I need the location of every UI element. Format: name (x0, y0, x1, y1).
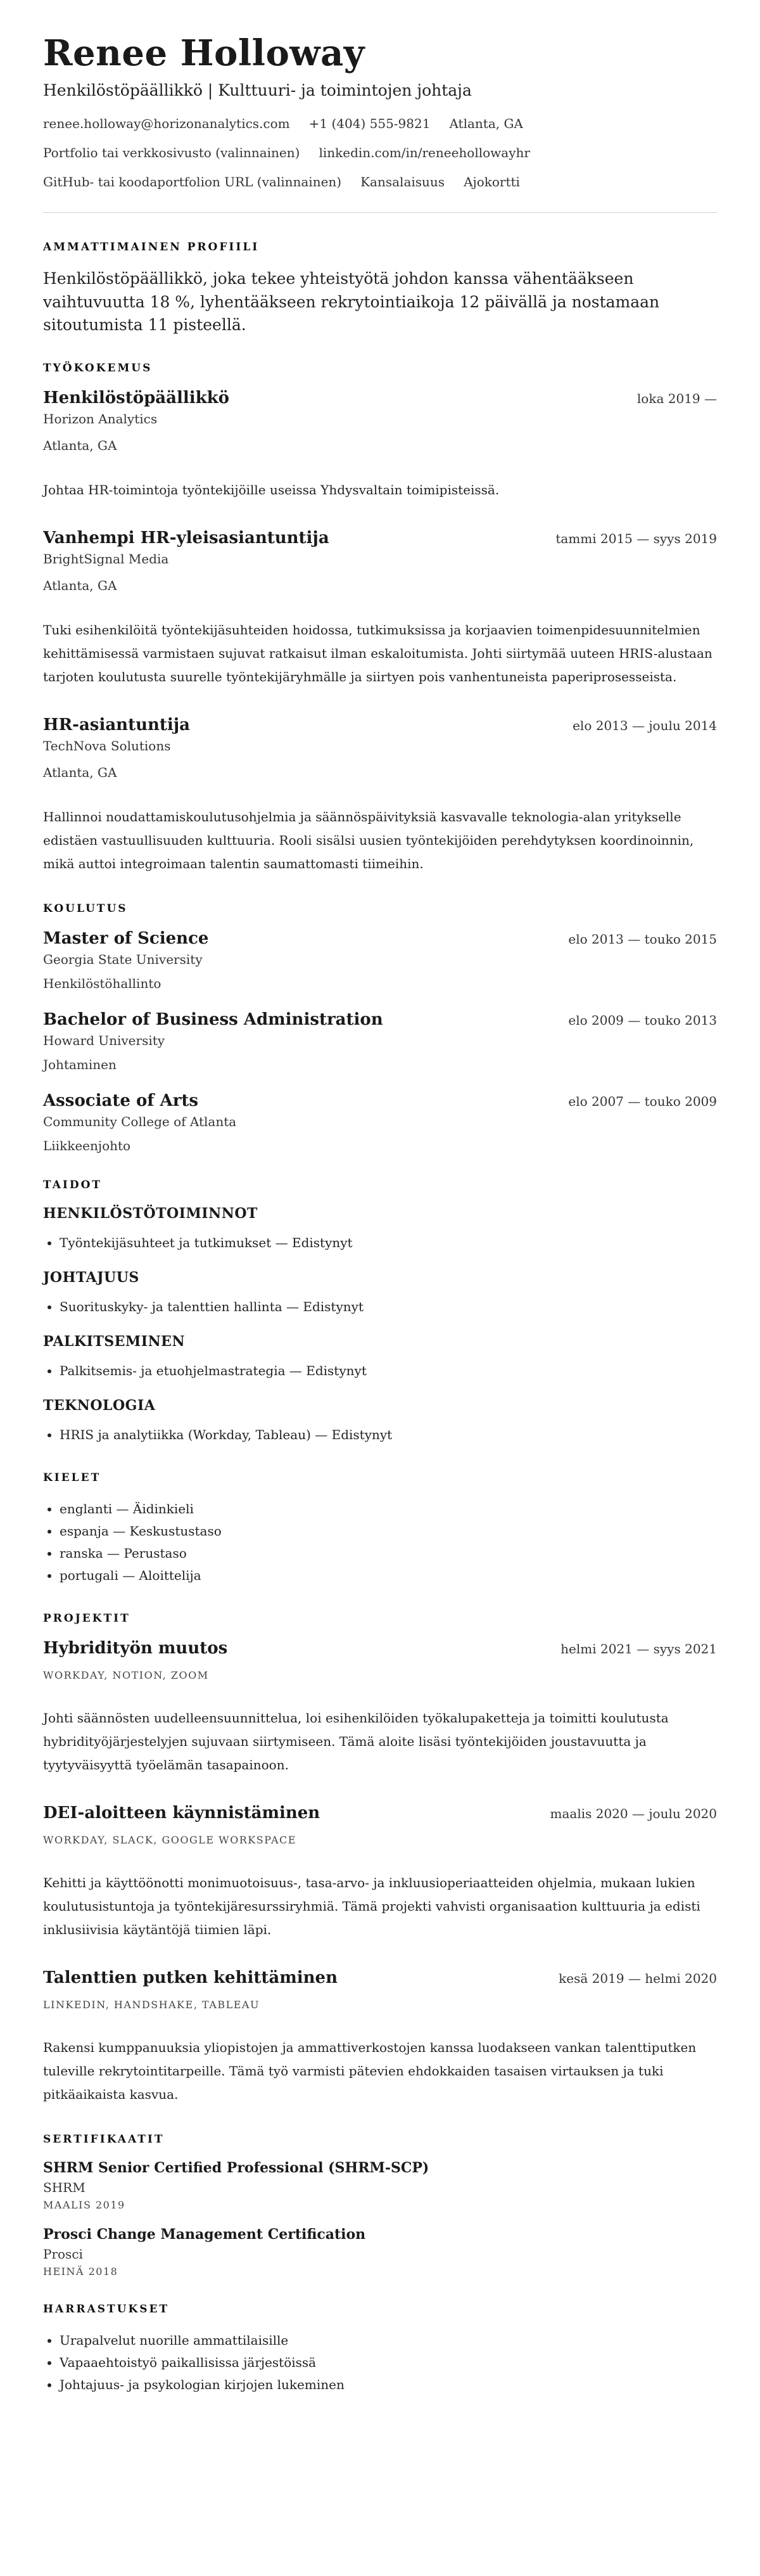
degree-title: Master of Science (43, 929, 209, 949)
contact-location: Atlanta, GA (449, 116, 523, 132)
project-entry (43, 1804, 717, 1942)
contact-email[interactable]: renee.holloway@horizonanalytics.com (43, 116, 290, 132)
certification-name: SHRM Senior Certified Professional (SHRM-SCP) (43, 2160, 429, 2177)
job-company: TechNova Solutions (43, 738, 171, 754)
languages-heading: KIELET (43, 1471, 101, 1485)
certification-date: MAALIS 2019 (43, 2199, 125, 2212)
job-entry (43, 388, 717, 502)
job-location: Atlanta, GA (43, 578, 117, 594)
job-company: Horizon Analytics (43, 411, 158, 427)
project-tech: LINKEDIN, HANDSHAKE, TABLEAU (43, 1999, 260, 2011)
certification-name: Prosci Change Management Certification (43, 2226, 366, 2243)
header-divider (43, 212, 717, 213)
contact-row-links (43, 145, 717, 160)
contact-row-primary (43, 116, 717, 131)
skill-item: • Työntekijäsuhteet ja tutkimukset — Edistynyt (60, 1232, 717, 1254)
job-description: Johtaa HR-toimintoja työntekijöille useissa Yhdysvaltain toimipisteissä. (43, 482, 500, 498)
language-item: • espanja — Keskustustaso (60, 1520, 717, 1542)
contact-phone[interactable]: +1 (404) 555-9821 (308, 116, 431, 132)
projects-heading: PROJEKTIT (43, 1612, 130, 1625)
profile-heading: AMMATTIMAINEN PROFIILI (43, 241, 260, 254)
study-field: Johtaminen (43, 1057, 117, 1073)
study-field: Liikkeenjohto (43, 1138, 131, 1154)
skill-item: • Suorituskyky- ja talenttien hallinta — Edistynyt (60, 1296, 717, 1318)
language-item: • englanti — Äidinkieli (60, 1498, 717, 1520)
hobbies-list (43, 2329, 717, 2396)
projects-section (43, 1612, 717, 2106)
skill-category: JOHTAJUUS (43, 1269, 139, 1286)
language-item: • portugali — Aloittelija (60, 1565, 717, 1587)
project-dates: maalis 2020 — joulu 2020 (550, 1806, 717, 1822)
experience-section (43, 362, 717, 876)
project-title: Talenttien putken kehittäminen (43, 1968, 338, 1988)
project-title: DEI-aloitteen käynnistäminen (43, 1804, 320, 1823)
project-title: Hybridityön muutos (43, 1639, 228, 1658)
education-section (43, 902, 717, 1153)
skill-group (43, 1333, 717, 1382)
education-entry (43, 1091, 717, 1153)
certification-entry (43, 2226, 717, 2278)
school-name: Georgia State University (43, 952, 203, 968)
job-description: Hallinnoi noudattamiskoulutusohjelmia ja säännöspäivityksiä kasvavalle teknologia-alan yritykselle edistäen vastuullisuuden kulttuuria. Rooli sisälsi uusien työntekijöiden perehdytyksen koordinoinnin, mikä auttoi integroimaan talentin saumattomasti tiimeihin. (43, 809, 694, 872)
job-dates: tammi 2015 — syys 2019 (555, 531, 717, 547)
languages-list (43, 1498, 717, 1587)
job-description: Tuki esihenkilöitä työntekijäsuhteiden hoidossa, tutkimuksissa ja korjaavien toimenpidesuunnitelmien kehittämisessä varmistaen sujuvat ratkaisut ilman eskaloitumista. Johti siirtymää uuteen HRIS-alustaan tarjoten koulutusta suurelle työntekijäryhmälle ja siirtyen pois vanhentuneista paperiprosesseista. (43, 622, 712, 685)
school-name: Community College of Atlanta (43, 1114, 237, 1130)
certification-date: HEINÄ 2018 (43, 2265, 118, 2278)
contact-citizenship: Kansalaisuus (360, 174, 445, 190)
contact-linkedin[interactable]: linkedin.com/in/reneehollowayhr (319, 145, 530, 161)
job-company: BrightSignal Media (43, 551, 169, 567)
project-tech: WORKDAY, NOTION, ZOOM (43, 1669, 209, 1682)
job-title: HR-asiantuntija (43, 715, 191, 735)
skill-category: HENKILÖSTÖTOIMINNOT (43, 1205, 258, 1222)
experience-heading: TYÖKOKEMUS (43, 362, 153, 375)
project-entry (43, 1639, 717, 1777)
skill-item: • HRIS ja analytiikka (Workday, Tableau) — Edistynyt (60, 1424, 717, 1446)
hobby-item: • Urapalvelut nuorille ammattilaisille (60, 2329, 717, 2352)
school-name: Howard University (43, 1033, 165, 1049)
project-dates: kesä 2019 — helmi 2020 (559, 1971, 717, 1987)
skill-group (43, 1397, 717, 1446)
skills-heading: TAIDOT (43, 1179, 103, 1192)
certifications-heading: SERTIFIKAATIT (43, 2133, 165, 2146)
project-description: Kehitti ja käyttöönotti monimuotoisuus-, tasa-arvo- ja inkluusioperiaatteiden ohjelmia, mukaan lukien koulutusistuntoja ja työntekijäresurssiryhmiä. Tämä projekti vahvisti organisaation kulttuuria ja edisti inklusiivisia käytäntöjä tiimien läpi. (43, 1875, 700, 1938)
job-dates: loka 2019 — (636, 391, 717, 407)
skill-category: PALKITSEMINEN (43, 1333, 186, 1350)
project-description: Johti säännösten uudelleensuunnittelua, loi esihenkilöiden työkalupaketteja ja toimitti koulutusta hybridityöjärjestelyjen sujuvaan siirtymiseen. Tämä aloite lisäsi työntekijöiden joustavuutta ja tyytyväisyyttä työelämän tasapainoon. (43, 1710, 669, 1773)
hobby-item: • Johtajuus- ja psykologian kirjojen lukeminen (60, 2374, 717, 2396)
job-title: Henkilöstöpäällikkö (43, 388, 229, 408)
job-entry (43, 529, 717, 689)
job-entry (43, 715, 717, 876)
candidate-tagline: Henkilöstöpäällikkö | Kulttuuri- ja toimintojen johtaja (43, 81, 472, 100)
project-dates: helmi 2021 — syys 2021 (560, 1641, 717, 1657)
contact-portfolio[interactable]: Portfolio tai verkkosivusto (valinnainen) (43, 145, 300, 161)
contact-github[interactable]: GitHub- tai koodaportfolion URL (valinnainen) (43, 174, 342, 190)
education-entry (43, 929, 717, 991)
education-entry (43, 1010, 717, 1072)
degree-title: Bachelor of Business Administration (43, 1010, 383, 1030)
certifications-section (43, 2133, 717, 2278)
languages-section (43, 1471, 717, 1587)
skill-category: TEKNOLOGIA (43, 1397, 156, 1414)
contact-license: Ajokortti (464, 174, 520, 190)
contact-row-extra (43, 174, 717, 189)
project-entry (43, 1968, 717, 2106)
resume-header (43, 33, 717, 189)
degree-title: Associate of Arts (43, 1091, 199, 1111)
education-dates: elo 2007 — touko 2009 (568, 1094, 717, 1110)
profile-summary: Henkilöstöpäällikkö, joka tekee yhteistyötä johdon kanssa vähentääkseen vaihtuvuutta 18 %, lyhentääkseen rekrytointiaikoja 12 päivällä ja nostamaan sitoutumista 11 pisteellä. (43, 269, 660, 334)
hobbies-heading: HARRASTUKSET (43, 2303, 170, 2316)
certification-issuer: SHRM (43, 2180, 86, 2196)
skills-section (43, 1179, 717, 1446)
hobby-item: • Vapaaehtoistyö paikallisissa järjestöissä (60, 2352, 717, 2374)
skill-item: • Palkitsemis- ja etuohjelmastrategia — Edistynyt (60, 1360, 717, 1382)
profile-section (43, 241, 717, 336)
job-dates: elo 2013 — joulu 2014 (573, 718, 717, 734)
project-description: Rakensi kumppanuuksia yliopistojen ja ammattiverkostojen kanssa luodakseen vankan talenttiputken tuleville rekrytointitarpeille. Tämä työ varmisti pätevien ehdokkaiden tasaisen virtauksen ja tuki pitkäaikaista kasvua. (43, 2040, 697, 2103)
skill-group (43, 1205, 717, 1254)
language-item: • ranska — Perustaso (60, 1542, 717, 1565)
job-location: Atlanta, GA (43, 438, 117, 454)
education-dates: elo 2009 — touko 2013 (568, 1013, 717, 1028)
certification-entry (43, 2160, 717, 2211)
education-dates: elo 2013 — touko 2015 (568, 932, 717, 947)
hobbies-section (43, 2303, 717, 2396)
certification-issuer: Prosci (43, 2246, 83, 2262)
job-title: Vanhempi HR-yleisasiantuntija (43, 529, 329, 548)
job-location: Atlanta, GA (43, 765, 117, 781)
study-field: Henkilöstöhallinto (43, 976, 162, 992)
project-tech: WORKDAY, SLACK, GOOGLE WORKSPACE (43, 1834, 296, 1847)
candidate-name: Renee Holloway (43, 32, 365, 74)
education-heading: KOULUTUS (43, 902, 128, 916)
skill-group (43, 1269, 717, 1318)
